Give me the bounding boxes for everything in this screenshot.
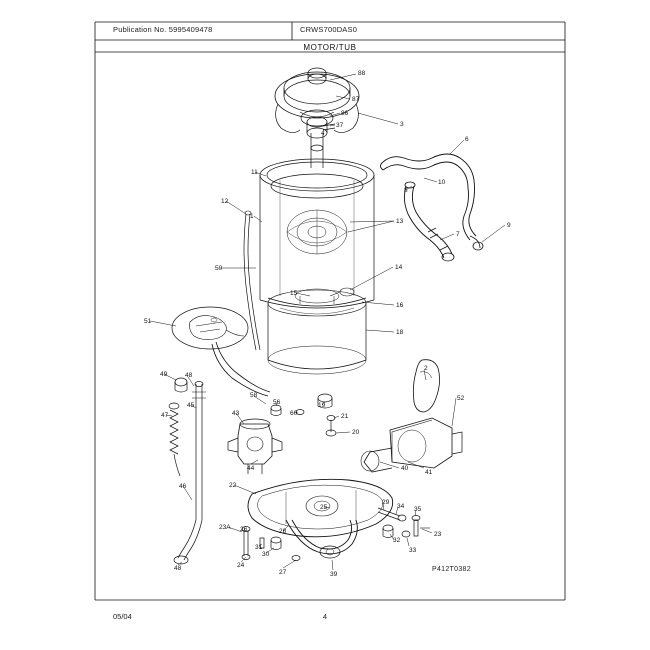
- callout-45: 45: [187, 402, 195, 409]
- callout-20: 20: [352, 429, 360, 436]
- callout-49: 49: [160, 371, 168, 378]
- callout-46: 46: [179, 483, 187, 490]
- callout-12: 12: [221, 198, 229, 205]
- callout-31: 31: [255, 544, 263, 551]
- footer-date: 05/04: [113, 612, 132, 621]
- callout-29: 29: [382, 499, 390, 506]
- callout-7: 7: [456, 231, 460, 238]
- callout-24: 24: [237, 562, 245, 569]
- callout-43: 43: [232, 410, 240, 417]
- callout-16: 16: [396, 302, 404, 309]
- callout-35: 35: [414, 506, 422, 513]
- callout-86: 86: [341, 110, 349, 117]
- callout-11: 11: [251, 169, 258, 176]
- callout-33: 33: [409, 547, 417, 554]
- callout-14: 14: [395, 264, 403, 271]
- callout-51: 51: [144, 318, 152, 325]
- callout-30: 30: [262, 551, 270, 558]
- callout-88: 88: [358, 70, 366, 77]
- callout-41: 41: [425, 469, 433, 476]
- model-number: CRWS700DAS0: [300, 25, 358, 34]
- callout-18: 18: [396, 329, 404, 336]
- callout-52: 52: [457, 395, 465, 402]
- callout-48-lower: 48: [174, 565, 182, 572]
- callout-58: 58: [250, 392, 258, 399]
- callout-6: 6: [465, 136, 469, 143]
- callout-28: 28: [279, 528, 287, 535]
- callout-60: 60: [290, 410, 298, 417]
- callout-21: 21: [341, 413, 349, 420]
- callout-3: 3: [400, 121, 404, 128]
- callout-87: 87: [352, 96, 360, 103]
- callout-23a: 23A: [219, 524, 231, 531]
- callout-2: 2: [424, 365, 428, 372]
- callout-47: 47: [161, 412, 169, 419]
- callout-40: 40: [401, 465, 409, 472]
- callout-39: 39: [330, 571, 338, 578]
- callout-15: 15: [290, 290, 298, 297]
- callout-4: 4: [321, 130, 325, 137]
- callout-26: 26: [240, 526, 248, 533]
- footer-page-number: 4: [322, 612, 328, 621]
- callout-56: 56: [273, 399, 281, 406]
- callout-32: 32: [393, 537, 401, 544]
- callout-1: 1: [250, 213, 254, 220]
- callout-25: 25: [320, 504, 328, 511]
- callout-13: 13: [396, 218, 404, 225]
- page-title: MOTOR/TUB: [303, 43, 357, 52]
- publication-number: Publication No. 5995409478: [113, 25, 213, 34]
- callout-44: 44: [247, 465, 255, 472]
- callout-8: 8: [404, 187, 408, 194]
- callout-19: 19: [318, 402, 326, 409]
- callout-23: 23: [434, 531, 442, 538]
- drawing-code: P412T0382: [432, 566, 471, 573]
- callout-27: 27: [279, 569, 287, 576]
- callout-34: 34: [397, 503, 405, 510]
- callout-37: 37: [336, 122, 344, 129]
- callout-9: 9: [507, 222, 511, 229]
- callout-50: 50: [215, 265, 223, 272]
- callout-22: 22: [229, 482, 237, 489]
- callout-10: 10: [438, 179, 446, 186]
- callout-48: 48: [185, 372, 193, 379]
